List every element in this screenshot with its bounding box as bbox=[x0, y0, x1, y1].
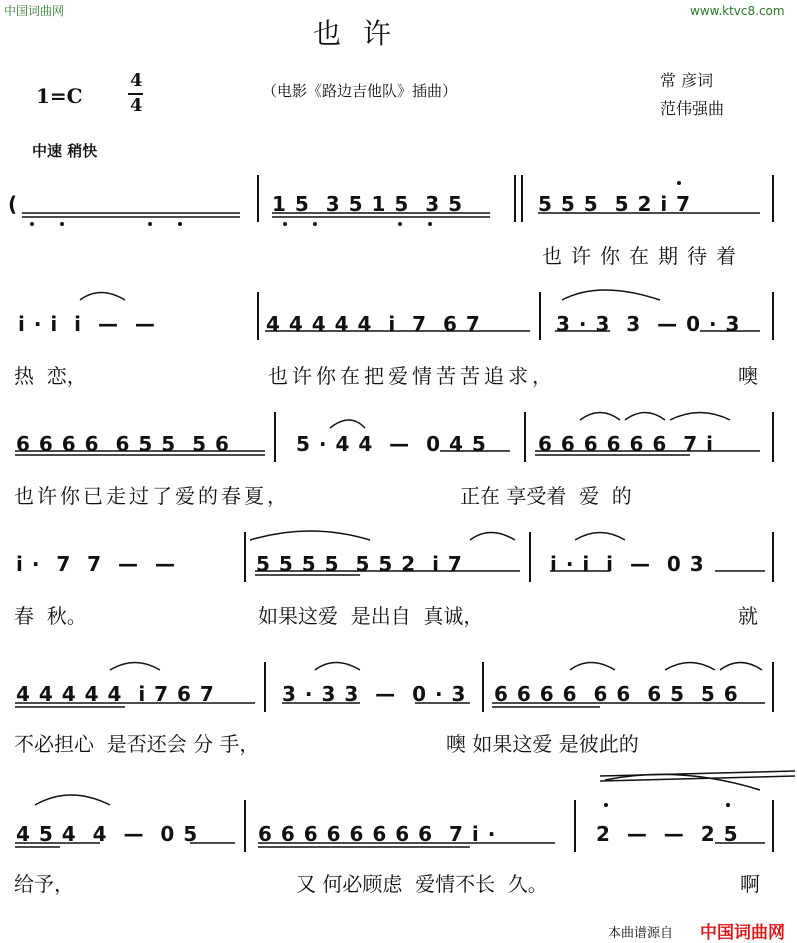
row4-lyrics-2: 如果这爱 是出自 真诚， bbox=[258, 604, 484, 628]
lyricist-credit: 常 彦词 bbox=[660, 71, 714, 90]
row3-measure3-notes: 6 6 6 6 6 6 7 i bbox=[538, 432, 714, 456]
row1-measure2-notes: 1 5 3 5 1 5 3 5 bbox=[272, 192, 463, 216]
song-subtitle: （电影《路边吉他队》插曲） bbox=[262, 82, 458, 100]
time-signature-top: 4 bbox=[130, 70, 143, 91]
row1-measure1-notes: ( bbox=[8, 192, 19, 216]
row4-measure3-notes: i · i i — 0 3 bbox=[550, 552, 705, 576]
row2-lyrics-1: 热 恋， bbox=[14, 364, 87, 388]
row2-measure2-notes: 4 4 4 4 4 i 7 6 7 bbox=[266, 312, 481, 336]
row1-measure3-notes: 5 5 5 5 2 i 7 bbox=[538, 192, 692, 216]
row2-measure3-notes: 3 · 3 3 — 0 · 3 bbox=[556, 312, 741, 336]
song-title: 也许 bbox=[313, 17, 414, 50]
row1-lyrics: 也许你在期待着 bbox=[542, 244, 745, 268]
row3-lyrics-1: 也许你已走过了爱的春夏， bbox=[14, 484, 290, 508]
row6-lyrics-1: 给予， bbox=[14, 872, 74, 896]
row6-measure3-notes: 2 — — 2 5 bbox=[596, 822, 739, 846]
row2-lyrics-3: 噢 bbox=[738, 364, 758, 388]
row6-measure1-notes: 4 5 4 4 — 0 5 bbox=[16, 822, 199, 846]
key-signature: 1=C bbox=[36, 84, 83, 108]
row3-measure1-notes: 6 6 6 6 6 5 5 5 6 bbox=[16, 432, 230, 456]
row5-measure2-notes: 3 · 3 3 — 0 · 3 bbox=[282, 682, 467, 706]
tempo-marking: 中速 稍快 bbox=[32, 142, 98, 160]
footer-brand[interactable]: 中国词曲网 bbox=[700, 923, 785, 943]
watermark-left: 中国词曲网 bbox=[4, 4, 65, 18]
watermark-right: www.ktvc8.com bbox=[690, 4, 785, 18]
row2-lyrics-2: 也许你在把爱情苦苦追求， bbox=[268, 364, 556, 388]
row2-measure1-notes: i · i i — — bbox=[18, 312, 156, 336]
row6-lyrics-3: 啊 bbox=[740, 872, 760, 896]
row3-measure2-notes: 5 · 4 4 — 0 4 5 bbox=[296, 432, 487, 456]
row4-measure2-notes: 5 5 5 5 5 5 2 i 7 bbox=[256, 552, 463, 576]
row4-measure1-notes: i · 7 7 — — bbox=[16, 552, 176, 576]
row4-lyrics-3: 就 bbox=[738, 604, 758, 628]
footer-source-label: 本曲谱源自 bbox=[608, 926, 674, 941]
composer-credit: 范伟强曲 bbox=[660, 99, 725, 118]
time-signature-bottom: 4 bbox=[130, 95, 143, 116]
row6-lyrics-2: 又 何必顾虑 爱情不长 久。 bbox=[296, 872, 548, 896]
row3-lyrics-2: 正在 享受着 爱 的 bbox=[460, 484, 632, 508]
row5-lyrics-2: 噢 如果这爱 是彼此的 bbox=[446, 732, 639, 756]
row4-lyrics-1: 春 秋。 bbox=[14, 604, 87, 628]
row5-measure3-notes: 6 6 6 6 6 6 6 5 5 6 bbox=[494, 682, 739, 706]
row5-measure1-notes: 4 4 4 4 4 i 7 6 7 bbox=[16, 682, 215, 706]
row5-lyrics-1: 不必担心 是否还会 分 手， bbox=[14, 732, 260, 756]
row6-measure2-notes: 6 6 6 6 6 6 6 6 7 i · bbox=[258, 822, 497, 846]
